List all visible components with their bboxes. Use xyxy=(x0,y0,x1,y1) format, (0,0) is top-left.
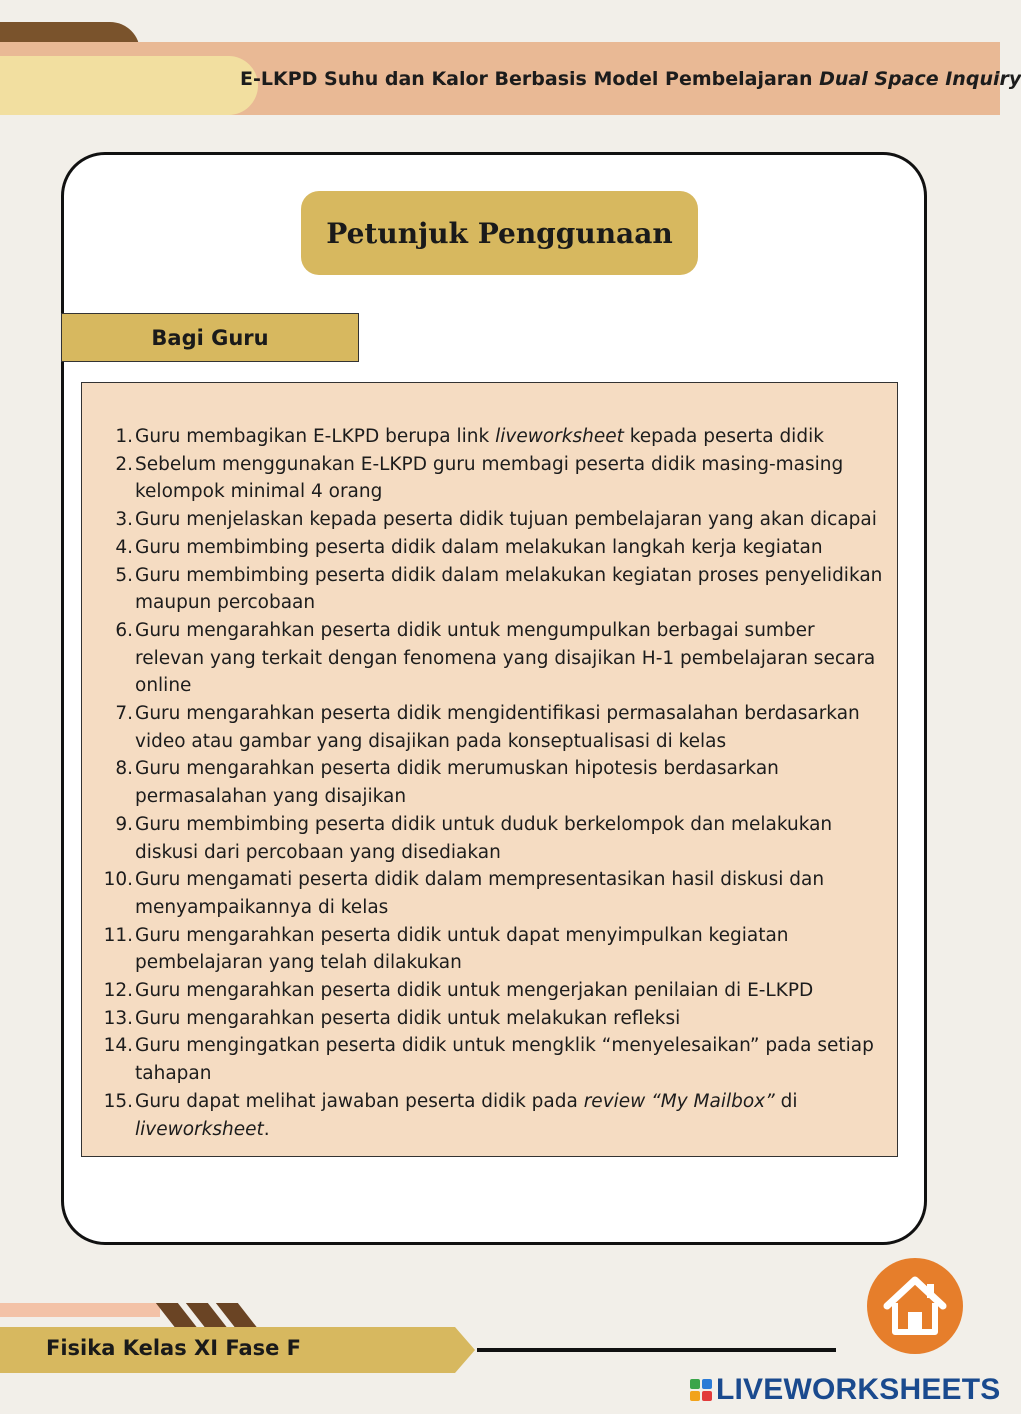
list-item xyxy=(82,534,899,562)
list-item-emphasis: liveworksheet xyxy=(135,1118,264,1140)
list-item xyxy=(82,922,899,977)
home-button[interactable] xyxy=(867,1258,963,1354)
list-item-number: 1. xyxy=(115,426,133,447)
list-item-number: 9. xyxy=(115,813,133,835)
list-item-text: Guru dapat melihat jawaban peserta didik pada xyxy=(135,1090,584,1112)
list-item-number: 14. xyxy=(103,1035,133,1057)
list-item xyxy=(82,451,899,506)
list-item-number: 5. xyxy=(115,564,133,586)
list-item-number: 15. xyxy=(103,1090,133,1112)
page-title: Petunjuk Penggunaan xyxy=(326,216,673,250)
list-item-text: Guru mengarahkan peserta didik untuk mengumpulkan berbagai sumber relevan yang terkait dengan fenomena yang disajikan H-1 pembelajaran secara online xyxy=(135,619,876,697)
section-label-text: Bagi Guru xyxy=(151,325,269,350)
list-item xyxy=(82,562,899,617)
list-item xyxy=(82,755,899,810)
header-title xyxy=(240,65,1021,93)
list-item-text: kepada peserta didik xyxy=(623,426,824,447)
header-title-italic: Dual Space Inquiry xyxy=(819,68,1021,90)
list-item-text: Guru mengamati peserta didik dalam mempresentasikan hasil diskusi dan menyampaikannya di kelas xyxy=(135,869,825,918)
list-item xyxy=(82,1032,899,1087)
list-item-text: Guru mengarahkan peserta didik untuk mengerjakan penilaian di E-LKPD xyxy=(135,980,814,1002)
steps-box xyxy=(81,382,898,1157)
list-item-text: . xyxy=(263,1118,270,1140)
list-item xyxy=(82,700,899,755)
list-item xyxy=(82,506,899,534)
list-item-text: Guru membimbing peserta didik dalam melakukan kegiatan proses penyelidikan maupun percobaan xyxy=(135,564,883,614)
list-item-text: Guru mengarahkan peserta didik untuk melakukan refleksi xyxy=(135,1007,681,1029)
header-pill xyxy=(0,56,258,115)
list-item-number: 12. xyxy=(103,980,133,1002)
header-title-text: E-LKPD Suhu dan Kalor Berbasis Model Pembelajaran xyxy=(240,68,820,90)
footer-label: Fisika Kelas XI Fase F xyxy=(46,1336,302,1360)
list-item-number: 11. xyxy=(103,924,133,946)
list-item-number: 3. xyxy=(115,509,133,531)
list-item-text: Guru membimbing peserta didik untuk duduk berkelompok dan melakukan diskusi dari percobaan yang disediakan xyxy=(135,813,833,863)
section-label xyxy=(61,313,359,362)
list-item-text: Guru membimbing peserta didik dalam melakukan langkah kerja kegiatan xyxy=(135,536,823,558)
list-item-number: 7. xyxy=(115,703,133,725)
page-title-badge xyxy=(301,191,698,275)
liveworksheets-brand: LIVEWORKSHEETS xyxy=(716,1373,1001,1406)
list-item xyxy=(82,1088,899,1143)
list-item-text: Guru mengarahkan peserta didik mengidentifikasi permasalahan berdasarkan video atau gambar yang disajikan pada konseptualisasi di kelas xyxy=(135,703,860,752)
steps-list xyxy=(82,423,899,1143)
list-item xyxy=(82,811,899,866)
list-item-emphasis: liveworksheet xyxy=(495,426,624,447)
list-item xyxy=(82,1005,899,1033)
list-item-text: Sebelum menggunakan E-LKPD guru membagi peserta didik masing-masing kelompok minimal 4 orang xyxy=(135,453,844,503)
footer-divider xyxy=(477,1348,836,1352)
liveworksheets-logo[interactable] xyxy=(690,1373,1001,1407)
list-item xyxy=(82,617,899,700)
liveworksheets-logo-icon xyxy=(690,1379,712,1401)
list-item xyxy=(82,977,899,1005)
list-item-text: Guru mengarahkan peserta didik merumuskan hipotesis berdasarkan permasalahan yang disajikan xyxy=(135,758,779,808)
list-item-number: 4. xyxy=(115,536,133,558)
list-item-text: Guru menjelaskan kepada peserta didik tujuan pembelajaran yang akan dicapai xyxy=(135,509,877,531)
list-item-text: Guru mengarahkan peserta didik untuk dapat menyimpulkan kegiatan pembelajaran yang telah dilakukan xyxy=(135,924,789,974)
list-item-text: di xyxy=(774,1090,798,1112)
footer-pink-stripe xyxy=(0,1303,160,1317)
list-item-number: 6. xyxy=(115,619,133,641)
list-item-number: 2. xyxy=(115,453,133,475)
list-item-number: 10. xyxy=(103,869,133,891)
list-item-emphasis: review “My Mailbox” xyxy=(583,1090,775,1112)
list-item-number: 8. xyxy=(115,758,133,780)
list-item-text: Guru mengingatkan peserta didik untuk mengklik “menyelesaikan” pada setiap tahapan xyxy=(135,1035,874,1085)
list-item xyxy=(82,423,899,451)
home-icon xyxy=(881,1272,949,1340)
list-item-number: 13. xyxy=(103,1007,133,1029)
list-item xyxy=(82,866,899,921)
list-item-text: Guru membagikan E-LKPD berupa link xyxy=(135,426,496,447)
